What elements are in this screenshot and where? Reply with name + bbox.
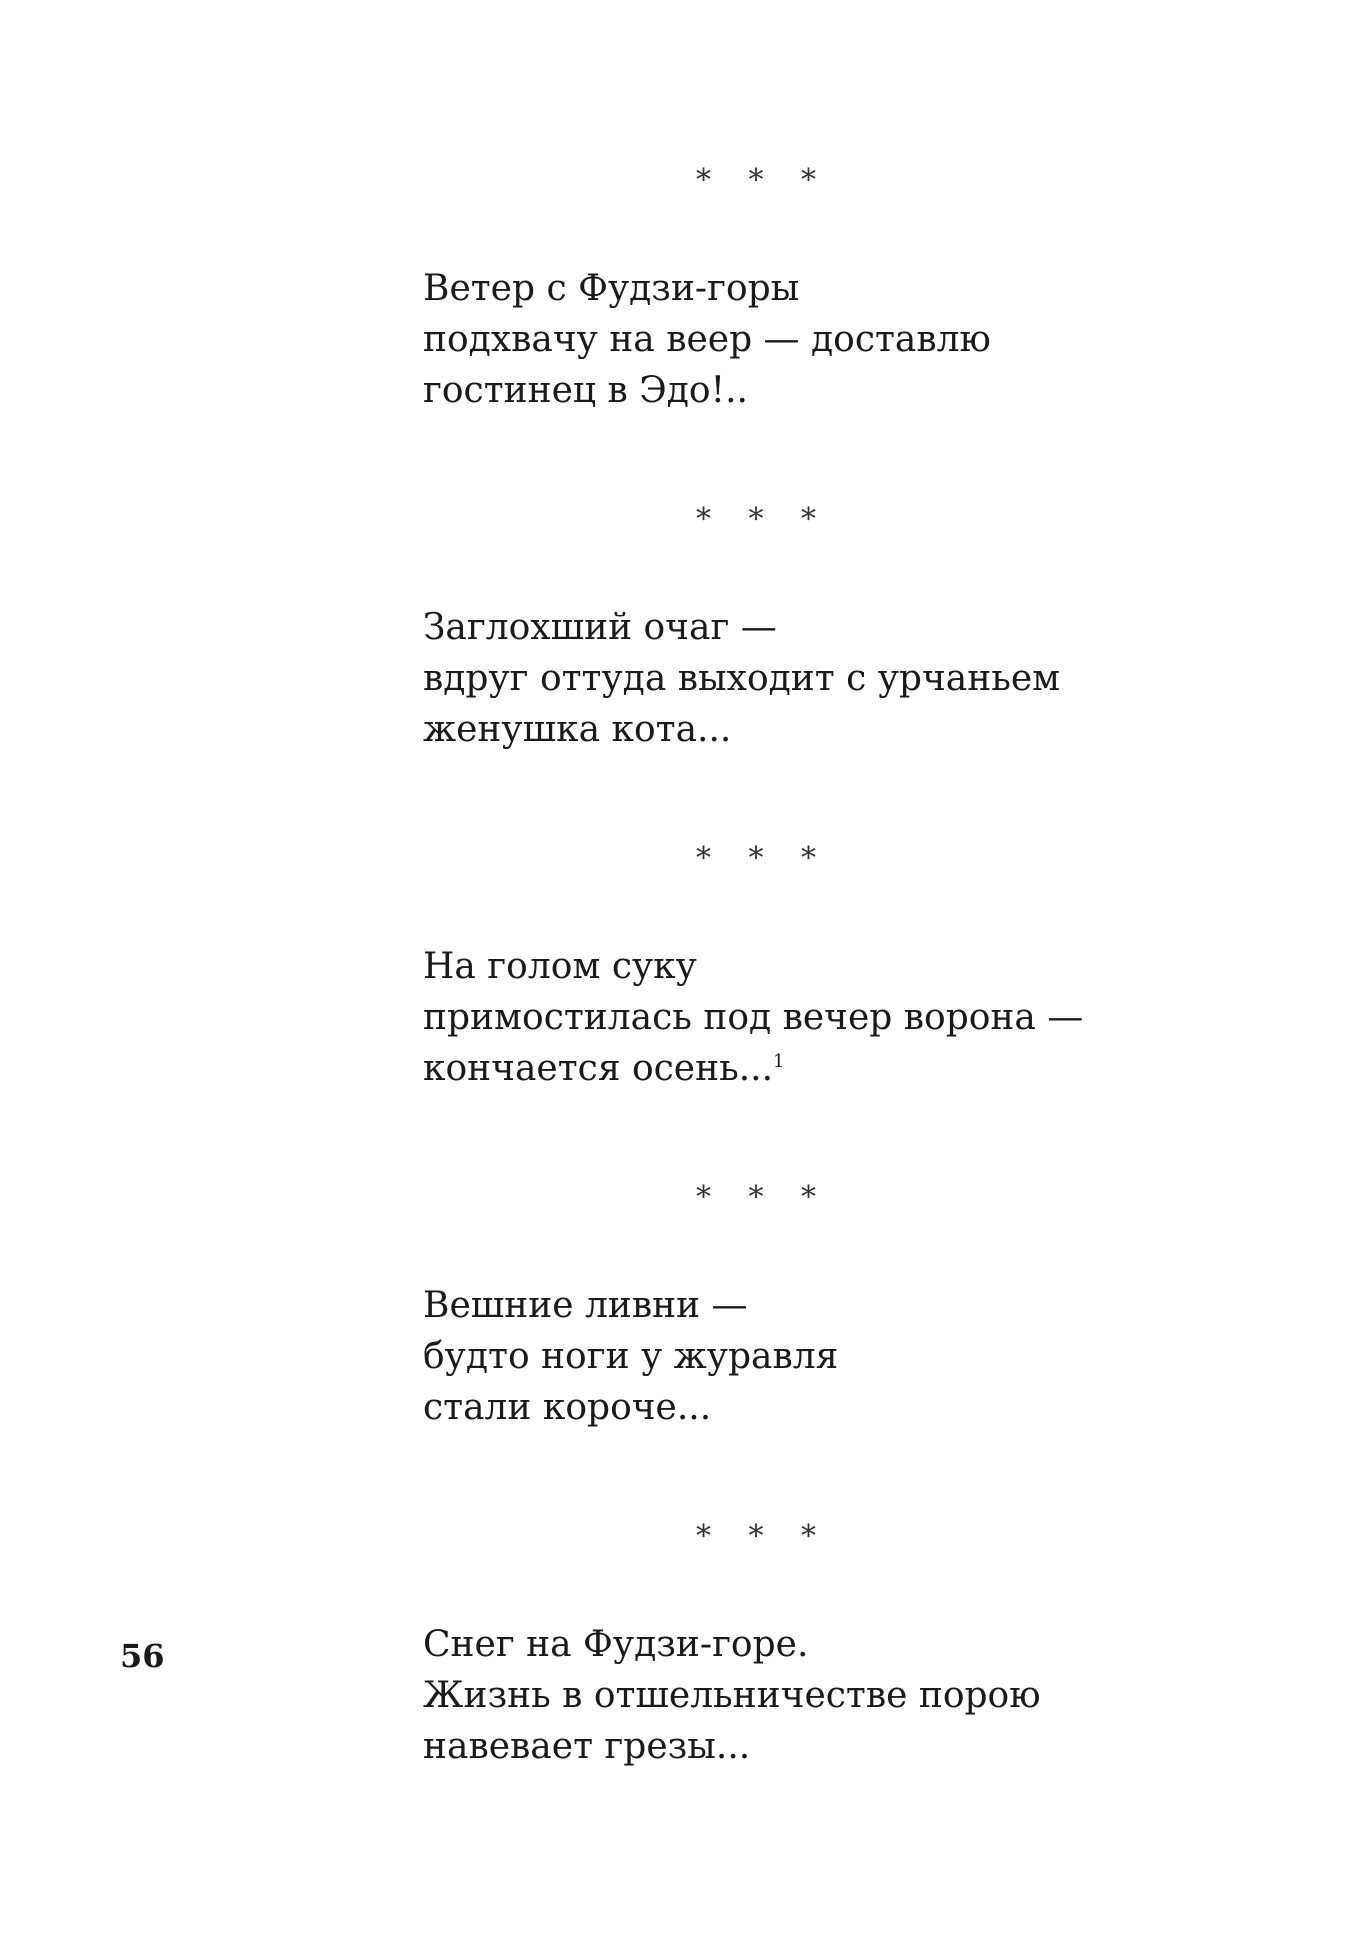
haiku-line: навевает грезы... xyxy=(423,1726,751,1767)
haiku xyxy=(423,841,1143,1094)
page-number: 56 xyxy=(120,1637,165,1675)
haiku-stanza xyxy=(423,1619,1143,1772)
haiku xyxy=(423,1519,1143,1772)
haiku-line: стали короче... xyxy=(423,1387,712,1428)
haiku-line: будто ноги у журавля xyxy=(423,1336,839,1377)
haiku-line: На голом суку xyxy=(423,946,697,987)
haiku xyxy=(423,163,1143,416)
asterism-separator: * * * xyxy=(695,1180,831,1215)
footnote-marker[interactable]: 1 xyxy=(773,1051,785,1072)
haiku-stanza xyxy=(423,941,1143,1094)
haiku-line: Заглохший очаг — xyxy=(423,607,777,648)
haiku-stanza xyxy=(423,263,1143,416)
asterism-separator: * * * xyxy=(695,841,831,876)
haiku xyxy=(423,1180,1143,1433)
haiku-line: Жизнь в отшельничестве порою xyxy=(423,1675,1041,1716)
haiku-line: примостилась под вечер ворона — xyxy=(423,997,1084,1038)
haiku-line: подхвачу на веер — доставлю xyxy=(423,319,991,360)
asterism-separator: * * * xyxy=(695,1519,831,1554)
poems-column xyxy=(423,163,1143,1772)
haiku-line-text: кончается осень... xyxy=(423,1048,774,1089)
haiku-stanza xyxy=(423,1280,1143,1433)
asterism-separator: * * * xyxy=(695,502,831,537)
haiku-line: женушка кота... xyxy=(423,709,732,750)
haiku-line: Снег на Фудзи-горе. xyxy=(423,1624,809,1665)
haiku-line: Ветер с Фудзи-горы xyxy=(423,268,800,309)
haiku-line xyxy=(423,1043,1143,1094)
haiku-stanza xyxy=(423,602,1143,755)
haiku xyxy=(423,502,1143,755)
asterism-separator: * * * xyxy=(695,163,831,198)
haiku-line: вдруг оттуда выходит с урчаньем xyxy=(423,658,1061,699)
haiku-line: Вешние ливни — xyxy=(423,1285,748,1326)
haiku-line: гостинец в Эдо!.. xyxy=(423,370,748,411)
